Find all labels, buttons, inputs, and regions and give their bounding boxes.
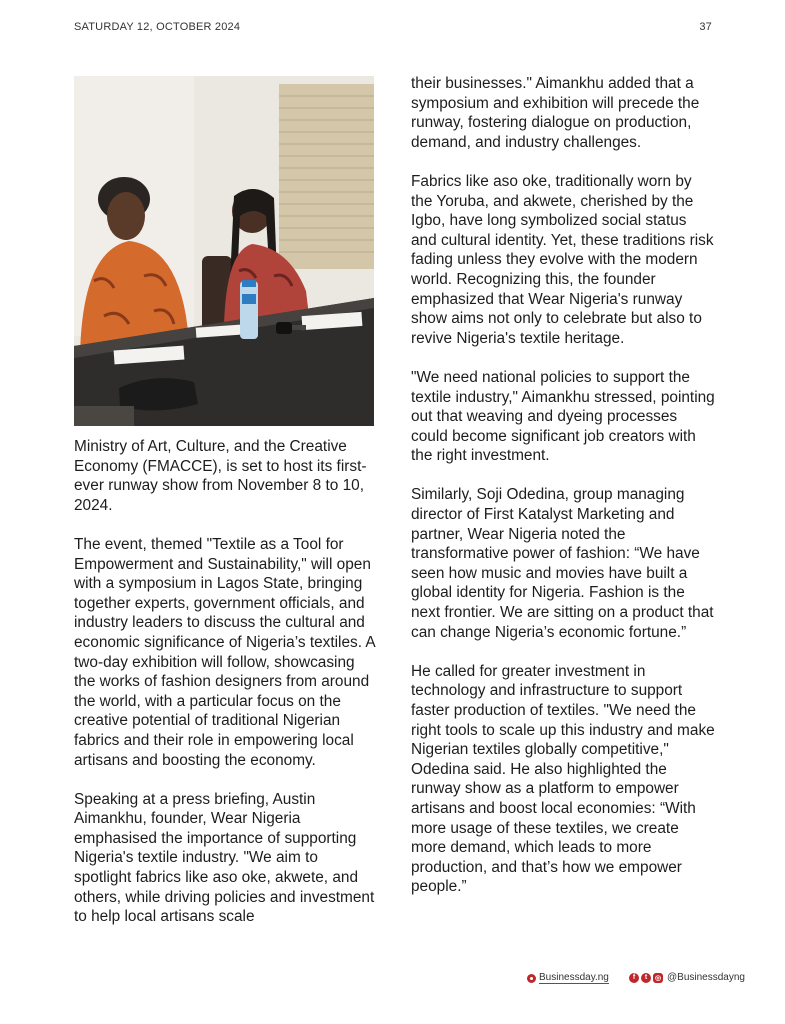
globe-icon (527, 974, 536, 983)
paragraph: "We need national policies to support the textile industry," Aimankhu stressed, pointing out that weaving and dyeing processes could become significant job creators with the right investment. (411, 368, 715, 465)
article-column-right (411, 74, 716, 917)
instagram-icon[interactable]: ◎ (654, 974, 662, 982)
paragraph: He called for greater investment in technology and infrastructure to support faster production of textiles. "We need the right tools to scale up this industry and make Nigerian textiles globally competitive," Odedina said. He also highlighted the runway show as a platform to empower artisans and boost local economies: “With more usage of these textiles, we create more demand, which leads to more production, and that’s how we empower people.” (411, 662, 715, 896)
article-photo (74, 76, 374, 426)
article-column-left (74, 437, 376, 946)
site-url: Businessday.ng (539, 972, 609, 983)
page-number: 37 (699, 21, 712, 33)
page-footer (0, 972, 785, 988)
paragraph: Speaking at a press briefing, Austin Aimankhu, founder, Wear Nigeria emphasised the importance of supporting Nigeria's textile industry. "We aim to spotlight fabrics like aso oke, akwete, and others, while driving policies and investment to help local artisans scale (74, 790, 375, 926)
page-header (74, 21, 712, 35)
social-links (629, 972, 745, 983)
site-link[interactable] (527, 972, 609, 984)
paragraph: their businesses." Aimankhu added that a symposium and exhibition will precede the runway, fostering dialogue on production, demand, and industry challenges. (411, 75, 700, 151)
paragraph: Ministry of Art, Culture, and the Creative Economy (FMACCE), is set to host its first-ever runway show from November 8 to 10, 2024. (74, 438, 367, 514)
paragraph: Similarly, Soji Odedina, group managing director of First Katalyst Marketing and partner, Wear Nigeria noted the transformative power of fashion: “We have seen how music and movies have built a global identity for Nigeria. Fashion is the next frontier. We are sitting on a product that can change Nigeria’s economic fortune.” (411, 486, 714, 641)
paragraph: Fabrics like aso oke, traditionally worn by the Yoruba, and akwete, cherished by the Igbo, have long symbolized social status and cultural identity. Yet, these traditions risk fading unless they evolve with the modern world. Recognizing this, the founder emphasized that Wear Nigeria's runway show aims not only to celebrate but also to revive Nigeria's textile heritage. (411, 172, 714, 347)
issue-date: SATURDAY 12, OCTOBER 2024 (74, 21, 241, 33)
social-handle[interactable]: @Businessdayng (667, 972, 745, 983)
facebook-icon[interactable]: f (629, 973, 639, 983)
twitter-icon[interactable]: t (641, 973, 651, 983)
paragraph: The event, themed "Textile as a Tool for Empowerment and Sustainability," will open with a symposium in Lagos State, bringing together experts, government officials, and industry leaders to discuss the cultural and economic significance of Nigeria’s textiles. A two-day exhibition will follow, showcasing the works of fashion designers from around the world, with a particular focus on the creative potential of traditional Nigerian fabrics and their role in empowering local artisans and boosting the economy. (74, 535, 375, 769)
